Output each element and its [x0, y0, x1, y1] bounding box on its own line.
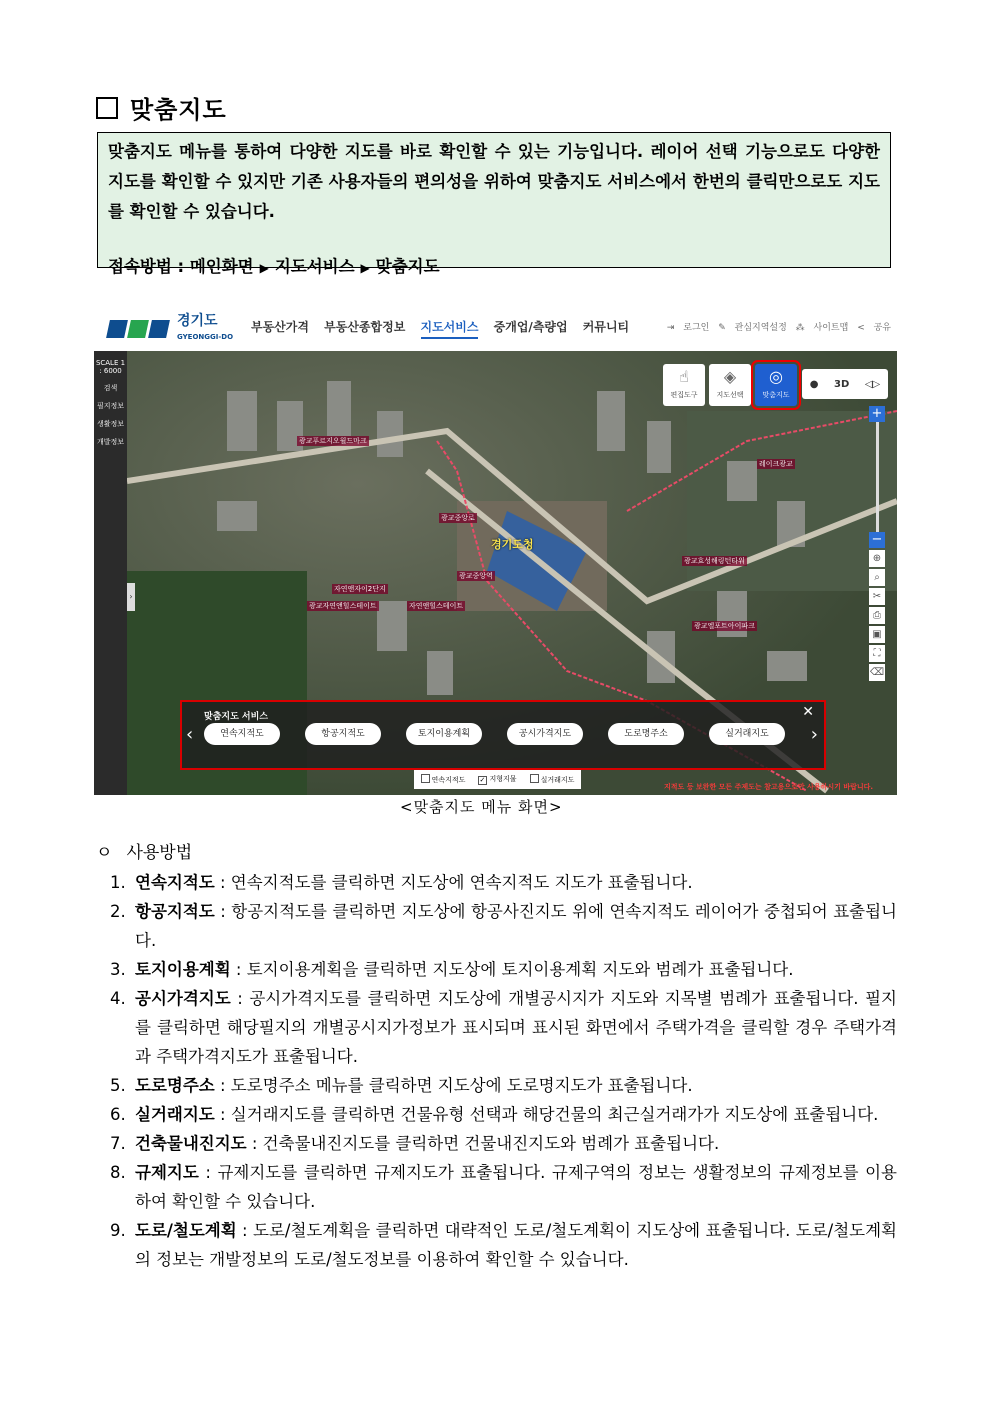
- checkbox-transactions[interactable]: 실거래지도: [530, 774, 575, 785]
- triangle-right-icon: ▶: [360, 261, 370, 275]
- checkbox-continuous[interactable]: 연속지적도: [421, 774, 466, 785]
- intro-box: [97, 132, 891, 276]
- nav-item[interactable]: 중개업/측량업: [493, 320, 568, 334]
- cursor-icon: ☝: [679, 367, 689, 386]
- map-mode-buttons: [663, 364, 801, 406]
- list-item: 1. 연속지적도 : 연속지적도를 클릭하면 지도상에 연속지적도 지도가 표출됩니다.: [110, 873, 693, 892]
- circle-bullet-icon: ㅇ: [96, 843, 113, 863]
- chevron-right-icon[interactable]: ›: [810, 724, 818, 745]
- chevron-left-icon[interactable]: ‹: [186, 724, 194, 745]
- map-select-button[interactable]: ◈ 지도선택: [709, 364, 751, 406]
- nav-item[interactable]: 부동산종합정보: [324, 320, 406, 334]
- list-item: 7. 건축물내진지도 : 건축물내진지도를 클릭하면 건물내진지도와 범례가 표출됩니다.: [110, 1134, 720, 1153]
- sidebar-search[interactable]: 검색: [103, 384, 118, 392]
- usage-list: [110, 868, 897, 1274]
- list-item: 3. 토지이용계획 : 토지이용계획을 클릭하면 지도상에 토지이용계획 지도와 범례가 표출됩니다.: [110, 960, 794, 979]
- left-sidebar: [94, 351, 127, 795]
- locate-icon[interactable]: ⊕: [869, 550, 885, 567]
- continuous-cadastral-button[interactable]: 연속지적도: [204, 723, 280, 745]
- road-address-button[interactable]: 도로명주소: [608, 723, 684, 745]
- map-label: 자연앤자이2단지: [334, 585, 386, 593]
- access-label: 접속방법 : 메인화면: [108, 257, 254, 276]
- real-transaction-button[interactable]: 실거래지도: [709, 723, 785, 745]
- save-icon[interactable]: ▣: [869, 626, 885, 643]
- list-item: 4. 공시가격지도 : 공시가격지도를 클릭하면 지도상에 개별공시지가 지도와 지목별 범례가 표출됩니다. 필지를 클릭하면 해당필지의 개별공시지가정보가 표시되며 표시된 화면에서 주택가격을 클릭할 경우 주택가격과 주택가격지도가 표출됩니다.: [110, 989, 897, 1066]
- list-item: 2. 항공지적도 : 항공지적도를 클릭하면 지도상에 항공사진지도 위에 연속지적도 레이어가 중첩되어 표출됩니다.: [110, 902, 897, 950]
- logo-mark-icon: [127, 320, 149, 338]
- fullscreen-icon[interactable]: ⛶: [869, 645, 885, 662]
- split-view-icon[interactable]: ◁▷: [864, 378, 881, 390]
- sidebar-life-info[interactable]: 생활정보: [96, 420, 125, 428]
- 3d-toggle-button[interactable]: 3D: [834, 378, 850, 390]
- land-use-button[interactable]: 토지이용계획: [406, 723, 482, 745]
- eraser-icon[interactable]: ⌫: [869, 664, 885, 681]
- main-nav: [251, 318, 640, 335]
- public-price-button[interactable]: 공시가격지도: [507, 723, 583, 745]
- nav-item[interactable]: 커뮤니티: [582, 320, 630, 334]
- sidebar-dev-info[interactable]: 개발정보: [96, 438, 125, 446]
- usage-heading: ㅇ 사용방법: [96, 843, 193, 863]
- map-label: 광교자연앤힐스테이트: [309, 602, 377, 610]
- share-link[interactable]: < 공유: [857, 323, 891, 333]
- access-step-1: 지도서비스: [274, 257, 355, 276]
- aerial-cadastral-button[interactable]: 항공지적도: [305, 723, 381, 745]
- map-label: 레이크광교: [759, 460, 793, 468]
- map-label: 광교중앙로: [441, 514, 475, 522]
- access-path: [108, 252, 880, 283]
- satellite-map[interactable]: [127, 351, 897, 795]
- interest-area-link[interactable]: ✎ 관심지역설정: [718, 323, 787, 333]
- site-header: [94, 303, 897, 352]
- sidebar-toggle-handle[interactable]: ›: [127, 583, 135, 611]
- login-link[interactable]: ⇥ 로그인: [666, 323, 710, 333]
- edit-tools-button[interactable]: ☝ 편집도구: [663, 364, 705, 406]
- utility-links: [661, 320, 891, 333]
- nav-item[interactable]: 부동산가격: [251, 320, 309, 334]
- section-title: [96, 90, 227, 125]
- zoom-in-button[interactable]: +: [869, 406, 885, 422]
- triangle-right-icon: ▶: [259, 261, 269, 275]
- zoom-track[interactable]: [876, 422, 879, 532]
- map-label: 광교푸르지오월드마크: [299, 437, 367, 445]
- list-item: 9. 도로/철도계획 : 도로/철도계획을 클릭하면 대략적인 도로/철도계획이 지도상에 표출됩니다. 도로/철도계획의 정보는 개발정보의 도로/철도정보를 이용하여 확인할 수 있습니다.: [110, 1221, 897, 1269]
- map-label: 광교효성해링턴타워: [684, 557, 745, 565]
- map-warning: 지적도 등 보완한 모든 주제도는 참고용으로만 사용하시기 바랍니다.: [664, 783, 874, 791]
- map-label: 경기도청: [491, 538, 534, 551]
- tools-icon[interactable]: ✂: [869, 588, 885, 605]
- sitemap-link[interactable]: ⁂ 사이트맵: [795, 323, 849, 333]
- list-item: 8. 규제지도 : 규제지도를 클릭하면 규제지도가 표출됩니다. 규제구역의 정보는 생활정보의 규제정보를 이용하여 확인할 수 있습니다.: [110, 1163, 897, 1211]
- figure-caption: <맞춤지도 메뉴 화면>: [400, 798, 563, 816]
- access-step-2: 맞춤지도: [375, 257, 440, 276]
- checkbox-features[interactable]: ✓ 지형지물: [479, 775, 517, 784]
- logo-mark-icon: [106, 320, 128, 338]
- screenshot-figure: [94, 303, 897, 795]
- map-label: 자연앤힐스테이트: [409, 602, 464, 610]
- scale-readout: SCALE 1 : 6000: [95, 359, 126, 375]
- panel-title: 맞춤지도 서비스: [204, 712, 268, 722]
- map-label: 광교중앙역: [459, 572, 493, 580]
- intro-text: 맞춤지도 메뉴를 통하여 다양한 지도를 바로 확인할 수 있는 기능입니다. 레이어 선택 기능으로도 다양한 지도를 확인할 수 있지만 기존 사용자들의 편의성을 위하여 맞춤지도 서비스에서 한번의 클릭만으로도 지도를 확인할 수 있습니다.: [108, 142, 880, 221]
- map-label: 광교엘포트아이파크: [694, 622, 755, 630]
- panel-buttons: [204, 723, 785, 745]
- print-icon[interactable]: ⎙: [869, 607, 885, 624]
- sidebar-parcel-info[interactable]: 필지정보: [96, 402, 125, 410]
- nav-item-active[interactable]: 지도서비스: [421, 320, 479, 339]
- measure-icon[interactable]: ⌕: [869, 569, 885, 586]
- section-title-text: 맞춤지도: [130, 96, 227, 124]
- list-item: 5. 도로명주소 : 도로명주소 메뉴를 클릭하면 지도상에 도로명지도가 표출됩니다.: [110, 1076, 693, 1095]
- custom-map-button[interactable]: ◎ 맞춤지도: [755, 364, 797, 406]
- checkbox-square-icon: [96, 97, 118, 119]
- logo-name: 경기도 GYEONGGI-DO: [177, 313, 234, 341]
- list-item: 6. 실거래지도 : 실거래지도를 클릭하면 건물유형 선택과 해당건물의 최근실거래가가 지도상에 표출됩니다.: [110, 1105, 879, 1124]
- close-icon[interactable]: ✕: [802, 704, 814, 720]
- layer-checkboxes: [414, 770, 581, 789]
- layers-icon: ◈: [723, 367, 737, 386]
- map-view-tools: [802, 369, 888, 399]
- logo-mark-icon: [148, 320, 170, 338]
- target-icon: ◎: [769, 367, 783, 386]
- site-logo[interactable]: [108, 314, 233, 344]
- custom-map-panel: [180, 700, 826, 770]
- location-pin-icon[interactable]: ●: [809, 378, 819, 390]
- zoom-control: [869, 406, 885, 696]
- zoom-out-button[interactable]: −: [869, 532, 885, 548]
